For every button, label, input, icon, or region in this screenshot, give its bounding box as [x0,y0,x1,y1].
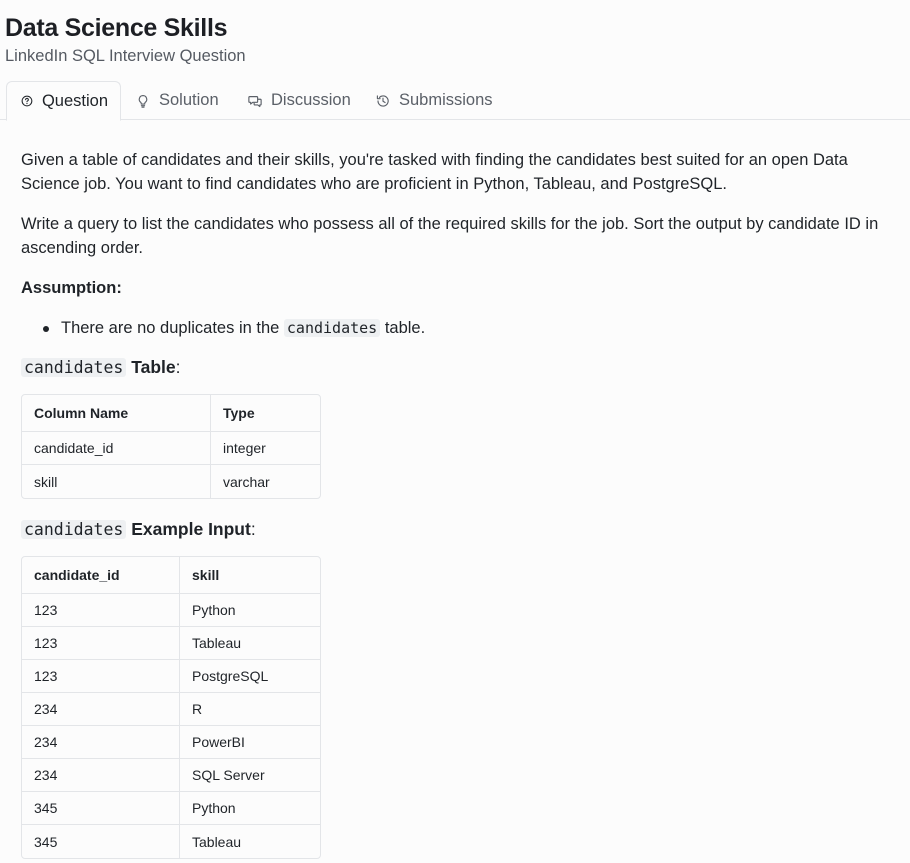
page-header [5,12,246,68]
tab-label: Discussion [271,91,351,109]
table-cell: integer [211,432,320,465]
schema-heading [21,355,905,380]
table-cell: 345 [22,792,180,825]
inline-code: candidates [21,520,126,539]
table-row [22,693,320,726]
question-paragraph: Write a query to list the candidates who possess all of the required skills for the job. Sort the output by candidate ID in ascending order. [21,215,879,257]
table-cell: 123 [22,627,180,660]
tab-bar [0,81,910,120]
table-row [22,432,320,465]
column-header: candidate_id [22,557,180,594]
tab-solution[interactable] [122,81,231,120]
assumption-heading: Assumption: [21,279,122,297]
tab-submissions[interactable] [362,81,505,120]
chat-bubbles-icon [248,94,262,108]
table-cell: 345 [22,825,180,858]
tab-discussion[interactable] [234,81,363,120]
question-paragraph: Given a table of candidates and their skills, you're tasked with finding the candidates best suited for an open Data Science job. You want to find candidates who are proficient in Python, Tableau, and PostgreSQL. [21,151,848,193]
table-row [22,825,320,858]
table-cell: 123 [22,594,180,627]
table-cell: Tableau [192,833,242,850]
table-cell: 123 [22,660,180,693]
table-row [22,594,320,627]
table-header-row [22,557,320,594]
table-cell: 234 [22,726,180,759]
table-row [22,627,320,660]
tab-label: Question [41,91,108,110]
tab-label: Submissions [399,91,493,109]
heading-colon: : [175,357,181,377]
table-cell: skill [22,465,211,498]
inline-code: candidates [21,358,126,377]
table-cell: candidate_id [22,432,211,465]
page-title: Data Science Skills [5,14,228,42]
tab-label: Solution [159,91,219,109]
table-row [22,759,320,792]
table-row [22,792,320,825]
heading-text: Example Input [131,519,251,539]
inline-code: candidates [284,319,380,337]
example-input-table [21,556,321,859]
heading-text: Table [131,357,176,377]
table-cell: PostgreSQL [180,660,320,693]
column-header: Type [211,395,320,432]
question-circle-icon [21,94,33,108]
history-icon [376,94,390,108]
column-header: Column Name [22,395,211,432]
table-cell: 234 [22,759,180,792]
example-heading [21,517,905,542]
table-row [22,465,320,498]
heading-colon: : [250,519,256,539]
table-row [22,660,320,693]
page-subtitle: LinkedIn SQL Interview Question [5,47,246,65]
assumption-list [41,316,905,340]
list-item [41,316,905,340]
bullet-text: table. [384,319,426,337]
table-cell: Tableau [180,627,320,660]
table-cell: Python [180,792,320,825]
table-cell: Python [180,594,320,627]
lightbulb-icon [136,94,150,108]
bullet-text: There are no duplicates in the [61,319,280,337]
table-cell: varchar [223,473,270,490]
table-row [22,726,320,759]
table-header-row [22,395,320,432]
table-cell: R [180,693,320,726]
table-cell: 234 [22,693,180,726]
table-cell: SQL Server [180,759,320,792]
column-header: skill [180,557,320,594]
question-content [21,148,905,863]
table-cell: PowerBI [180,726,320,759]
tab-question[interactable] [6,81,121,121]
schema-table [21,394,321,499]
